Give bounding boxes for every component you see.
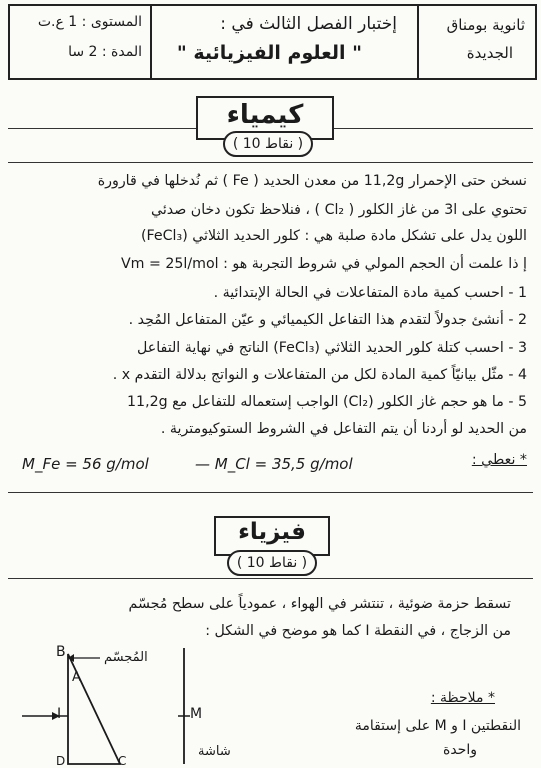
physics-line: من الزجاج ، في النقطة I كما هو موضح في الشكل : xyxy=(205,623,511,639)
question-2: 2 - أنشئ جدولاً لتقدم هذا التفاعل الكيميائي و عيّن المتفاعل المُحِد . xyxy=(128,312,527,328)
school-name: ثانوية بومناق xyxy=(446,16,525,34)
question-1: 1 - احسب كمية مادة المتفاعلات في الحالة الإبتدائية . xyxy=(213,285,527,301)
chemistry-line: إ ذا علمت أن الحجم المولي في شروط التجربة هو : Vm = 25l/mol xyxy=(120,256,527,272)
level-cell xyxy=(10,6,148,78)
prism-label: المُجسّم xyxy=(104,650,148,665)
physics-title: فيزياء xyxy=(238,519,306,545)
vertex-c-label: C xyxy=(118,754,127,768)
remark-line: النقطتين I و M على إستقامة xyxy=(354,718,521,734)
screen-label: شاشة xyxy=(198,744,231,759)
exam-header xyxy=(8,4,537,80)
section-divider xyxy=(8,162,533,163)
exam-title: إختبار الفصل الثالث في : xyxy=(220,14,397,34)
chemistry-line: تحتوي على 3l من غاز الكلور ( Cl₂ ) ، فنلاحظ تكون دخان صدئي xyxy=(151,202,527,218)
chemistry-title: كيمياء xyxy=(226,100,304,130)
school-cell xyxy=(417,6,535,78)
chemistry-line: نسخن حتى الإحمرار 11,2g من معدن الحديد ( Fe ) ثم نُدخلها في قارورة xyxy=(97,173,527,189)
remark-line: واحدة xyxy=(443,742,477,758)
vertex-b-label: B xyxy=(56,644,66,660)
section-divider xyxy=(8,492,533,493)
question-5-continued: من الحديد لو أردنا أن يتم التفاعل في الشروط الستوكيومترية . xyxy=(160,421,527,437)
point-i-label: I xyxy=(57,706,62,722)
point-m-label: M xyxy=(190,706,203,722)
molar-mass-cl: — M_Cl = 35,5 g/mol xyxy=(195,455,353,473)
school-name-suffix: الجديدة xyxy=(466,44,513,62)
physics-line: تسقط حزمة ضوئية ، تنتشر في الهواء ، عمودياً على سطح مُجسّم xyxy=(128,596,511,612)
molar-mass-fe: M_Fe = 56 g/mol xyxy=(22,455,149,473)
section-divider xyxy=(8,578,533,579)
exam-subject: " العلوم الفيزيائية " xyxy=(176,42,362,64)
exam-level: المستوى : 1 ع.ت xyxy=(37,14,142,30)
exam-duration: المدة : 2 سا xyxy=(68,44,142,60)
vertex-d-label: D xyxy=(56,754,66,768)
question-5: 5 - ما هو حجم غاز الكلور (Cl₂) الواجب إستعماله للتفاعل مع 11,2g xyxy=(127,394,527,410)
exam-title-cell xyxy=(150,6,417,78)
remark-title: * ملاحظة : xyxy=(430,690,495,706)
question-4: 4 - مثّل بيانيّاً كمية المادة لكل من المتفاعلات و النواتج بدلالة التقدم x . xyxy=(112,367,527,383)
question-3: 3 - احسب كتلة كلور الحديد الثلاثي (FeCl₃) الناتج في نهاية التفاعل xyxy=(136,340,527,356)
chemistry-line: اللون يدل على تشكل مادة صلبة هي : كلور الحديد الثلاثي (FeCl₃) xyxy=(140,228,527,244)
given-label: * نعطي : xyxy=(471,452,527,468)
chemistry-points: ( 10 نقاط ) xyxy=(223,131,313,157)
vertex-a-label: A xyxy=(72,670,81,685)
physics-points: ( 10 نقاط ) xyxy=(227,550,317,576)
